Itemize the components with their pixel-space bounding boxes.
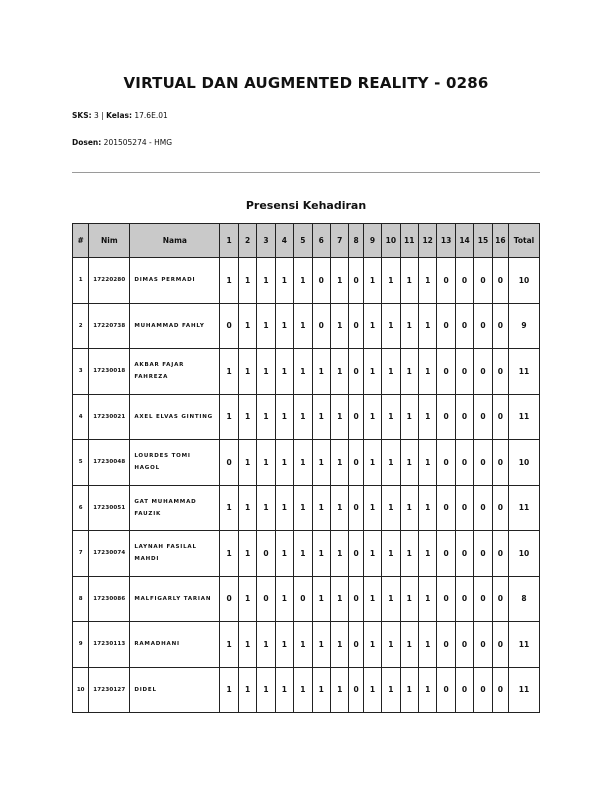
- attendance-cell: 1: [220, 622, 238, 668]
- attendance-cell: 1: [418, 485, 436, 531]
- attendance-cell: 1: [382, 440, 400, 486]
- attendance-cell: 1: [330, 622, 348, 668]
- attendance-cell: 0: [474, 576, 492, 622]
- attendance-cell: 1: [382, 576, 400, 622]
- sks-label: SKS:: [72, 111, 92, 120]
- attendance-cell: 0: [492, 531, 508, 577]
- attendance-cell: 1: [294, 258, 312, 304]
- attendance-cell: 0: [492, 667, 508, 713]
- attendance-cell: 1: [275, 485, 293, 531]
- attendance-cell: 0: [455, 258, 473, 304]
- column-header: 16: [492, 224, 508, 258]
- attendance-cell: 1: [275, 667, 293, 713]
- dosen-value: 201505274 - HMG: [103, 138, 173, 147]
- attendance-cell: 1: [418, 440, 436, 486]
- attendance-cell: 1: [238, 440, 256, 486]
- attendance-cell: 1: [363, 258, 381, 304]
- total-cell: 11: [509, 394, 540, 440]
- attendance-cell: 0: [349, 485, 363, 531]
- attendance-cell: 1: [418, 576, 436, 622]
- attendance-cell: 1: [238, 485, 256, 531]
- nama-cell: RAMADHANI: [130, 622, 220, 668]
- attendance-cell: 1: [238, 531, 256, 577]
- column-header: 6: [312, 224, 330, 258]
- column-header: Nim: [89, 224, 130, 258]
- attendance-cell: 0: [220, 440, 238, 486]
- table-row: [73, 349, 540, 395]
- attendance-cell: 1: [382, 258, 400, 304]
- attendance-cell: 1: [294, 485, 312, 531]
- attendance-cell: 1: [363, 440, 381, 486]
- attendance-cell: 0: [474, 622, 492, 668]
- attendance-cell: 1: [330, 349, 348, 395]
- attendance-cell: 1: [275, 576, 293, 622]
- attendance-cell: 0: [220, 303, 238, 349]
- nim-cell: 17230021: [89, 394, 130, 440]
- row-number-cell: 6: [73, 485, 89, 531]
- attendance-cell: 0: [492, 303, 508, 349]
- table-row: [73, 531, 540, 577]
- table-row: [73, 667, 540, 713]
- nim-cell: 17230113: [89, 622, 130, 668]
- attendance-cell: 1: [312, 531, 330, 577]
- course-meta-dosen: [72, 138, 172, 147]
- attendance-cell: 1: [294, 622, 312, 668]
- attendance-cell: 1: [400, 576, 418, 622]
- attendance-cell: 1: [238, 667, 256, 713]
- attendance-cell: 0: [455, 485, 473, 531]
- attendance-cell: 1: [312, 440, 330, 486]
- total-cell: 11: [509, 667, 540, 713]
- attendance-cell: 1: [275, 258, 293, 304]
- attendance-cell: 0: [455, 349, 473, 395]
- row-number-cell: 5: [73, 440, 89, 486]
- attendance-cell: 1: [400, 440, 418, 486]
- attendance-cell: 1: [363, 667, 381, 713]
- attendance-cell: 1: [363, 394, 381, 440]
- attendance-cell: 0: [455, 622, 473, 668]
- attendance-cell: 0: [492, 440, 508, 486]
- attendance-cell: 0: [492, 485, 508, 531]
- attendance-cell: 0: [492, 394, 508, 440]
- section-title: Presensi Kehadiran: [245, 199, 367, 212]
- table-row: [73, 394, 540, 440]
- row-number-cell: 8: [73, 576, 89, 622]
- attendance-cell: 1: [400, 394, 418, 440]
- row-number-cell: 10: [73, 667, 89, 713]
- nim-cell: 17230018: [89, 349, 130, 395]
- attendance-cell: 1: [257, 303, 275, 349]
- attendance-cell: 1: [257, 440, 275, 486]
- attendance-cell: 0: [349, 303, 363, 349]
- nim-cell: 17220738: [89, 303, 130, 349]
- attendance-cell: 0: [474, 531, 492, 577]
- nim-cell: 17230074: [89, 531, 130, 577]
- attendance-cell: 1: [275, 440, 293, 486]
- nim-cell: 17230086: [89, 576, 130, 622]
- attendance-cell: 1: [312, 394, 330, 440]
- attendance-cell: 1: [400, 667, 418, 713]
- attendance-cell: 1: [363, 622, 381, 668]
- attendance-cell: 1: [312, 485, 330, 531]
- page-title: VIRTUAL DAN AUGMENTED REALITY - 0286: [123, 74, 489, 92]
- nama-cell: DIMAS PERMADI: [130, 258, 220, 304]
- attendance-cell: 1: [400, 622, 418, 668]
- attendance-cell: 1: [330, 394, 348, 440]
- attendance-cell: 1: [257, 667, 275, 713]
- attendance-cell: 0: [437, 667, 455, 713]
- sks-value: 3: [94, 111, 99, 120]
- column-header: 1: [220, 224, 238, 258]
- table-header-row: [73, 224, 540, 258]
- attendance-cell: 1: [330, 485, 348, 531]
- attendance-cell: 0: [349, 394, 363, 440]
- attendance-cell: 0: [349, 531, 363, 577]
- attendance-cell: 1: [275, 622, 293, 668]
- nim-cell: 17230127: [89, 667, 130, 713]
- attendance-cell: 1: [238, 349, 256, 395]
- attendance-cell: 0: [257, 531, 275, 577]
- attendance-cell: 1: [294, 531, 312, 577]
- attendance-cell: 0: [349, 349, 363, 395]
- nim-cell: 17220280: [89, 258, 130, 304]
- row-number-cell: 7: [73, 531, 89, 577]
- attendance-cell: 1: [275, 349, 293, 395]
- attendance-cell: 1: [363, 531, 381, 577]
- attendance-cell: 1: [382, 667, 400, 713]
- table-row: [73, 440, 540, 486]
- attendance-cell: 1: [257, 349, 275, 395]
- attendance-cell: 1: [294, 440, 312, 486]
- total-cell: 10: [509, 531, 540, 577]
- attendance-cell: 1: [238, 258, 256, 304]
- attendance-cell: 1: [238, 303, 256, 349]
- attendance-cell: 1: [312, 349, 330, 395]
- attendance-cell: 0: [492, 258, 508, 304]
- attendance-cell: 0: [437, 349, 455, 395]
- column-header: 7: [330, 224, 348, 258]
- attendance-cell: 1: [382, 485, 400, 531]
- attendance-cell: 0: [312, 303, 330, 349]
- attendance-cell: 0: [474, 667, 492, 713]
- attendance-cell: 1: [363, 303, 381, 349]
- column-header: 3: [257, 224, 275, 258]
- kelas-label: Kelas:: [106, 111, 132, 120]
- attendance-cell: 1: [382, 531, 400, 577]
- row-number-cell: 9: [73, 622, 89, 668]
- attendance-cell: 0: [437, 394, 455, 440]
- nama-cell: MALFIGARLY TARIAN: [130, 576, 220, 622]
- row-number-cell: 4: [73, 394, 89, 440]
- attendance-cell: 1: [238, 394, 256, 440]
- nama-cell: AXEL ELVAS GINTING: [130, 394, 220, 440]
- attendance-cell: 1: [418, 303, 436, 349]
- column-header: Nama: [130, 224, 220, 258]
- attendance-cell: 1: [294, 303, 312, 349]
- column-header: 13: [437, 224, 455, 258]
- nama-cell: MUHAMMAD FAHLY: [130, 303, 220, 349]
- column-header: 11: [400, 224, 418, 258]
- attendance-cell: 1: [382, 303, 400, 349]
- attendance-cell: 0: [349, 622, 363, 668]
- attendance-cell: 1: [363, 485, 381, 531]
- attendance-cell: 0: [474, 349, 492, 395]
- attendance-cell: 0: [474, 440, 492, 486]
- kelas-value: 17.6E.01: [134, 111, 168, 120]
- attendance-cell: 1: [220, 485, 238, 531]
- table-row: [73, 485, 540, 531]
- attendance-cell: 1: [400, 485, 418, 531]
- attendance-cell: 1: [382, 622, 400, 668]
- attendance-cell: 1: [312, 576, 330, 622]
- attendance-cell: 0: [294, 576, 312, 622]
- table-row: [73, 258, 540, 304]
- table-row: [73, 622, 540, 668]
- attendance-cell: 0: [220, 576, 238, 622]
- attendance-cell: 0: [474, 258, 492, 304]
- attendance-cell: 1: [418, 667, 436, 713]
- attendance-cell: 1: [382, 349, 400, 395]
- column-header: 5: [294, 224, 312, 258]
- attendance-cell: 1: [330, 258, 348, 304]
- attendance-cell: 1: [257, 485, 275, 531]
- attendance-cell: 1: [238, 576, 256, 622]
- attendance-table: [72, 223, 540, 713]
- column-header: 8: [349, 224, 363, 258]
- attendance-cell: 1: [418, 349, 436, 395]
- divider-line: [72, 172, 540, 173]
- column-header: 10: [382, 224, 400, 258]
- nim-cell: 17230048: [89, 440, 130, 486]
- attendance-cell: 1: [257, 394, 275, 440]
- nama-cell: AKBAR FAJAR FAHREZA: [130, 349, 220, 395]
- attendance-cell: 1: [294, 667, 312, 713]
- meta-separator: |: [101, 111, 104, 120]
- attendance-cell: 0: [492, 576, 508, 622]
- attendance-cell: 1: [275, 303, 293, 349]
- total-cell: 11: [509, 349, 540, 395]
- attendance-cell: 1: [330, 576, 348, 622]
- attendance-cell: 1: [275, 394, 293, 440]
- attendance-cell: 1: [257, 258, 275, 304]
- attendance-cell: 0: [474, 394, 492, 440]
- attendance-cell: 1: [220, 531, 238, 577]
- course-meta-sks-kelas: [72, 111, 168, 120]
- nim-cell: 17230051: [89, 485, 130, 531]
- attendance-cell: 1: [220, 349, 238, 395]
- attendance-cell: 1: [363, 576, 381, 622]
- column-header: #: [73, 224, 89, 258]
- column-header: 15: [474, 224, 492, 258]
- column-header: 12: [418, 224, 436, 258]
- total-cell: 8: [509, 576, 540, 622]
- attendance-cell: 0: [474, 485, 492, 531]
- attendance-cell: 0: [349, 258, 363, 304]
- attendance-cell: 1: [275, 531, 293, 577]
- attendance-cell: 1: [382, 394, 400, 440]
- attendance-cell: 0: [437, 531, 455, 577]
- attendance-cell: 0: [257, 576, 275, 622]
- attendance-cell: 0: [437, 576, 455, 622]
- attendance-cell: 1: [220, 394, 238, 440]
- attendance-cell: 1: [220, 258, 238, 304]
- attendance-cell: 0: [492, 622, 508, 668]
- attendance-cell: 1: [294, 394, 312, 440]
- total-cell: 10: [509, 440, 540, 486]
- attendance-cell: 0: [437, 258, 455, 304]
- attendance-cell: 0: [349, 667, 363, 713]
- attendance-cell: 0: [349, 576, 363, 622]
- column-header: 9: [363, 224, 381, 258]
- nama-cell: DIDEL: [130, 667, 220, 713]
- attendance-cell: 0: [437, 303, 455, 349]
- attendance-cell: 0: [437, 440, 455, 486]
- attendance-cell: 0: [455, 303, 473, 349]
- attendance-cell: 1: [418, 394, 436, 440]
- attendance-cell: 0: [455, 440, 473, 486]
- attendance-cell: 1: [330, 303, 348, 349]
- attendance-cell: 0: [455, 667, 473, 713]
- attendance-cell: 1: [257, 622, 275, 668]
- column-header: 14: [455, 224, 473, 258]
- total-cell: 9: [509, 303, 540, 349]
- column-header: 2: [238, 224, 256, 258]
- row-number-cell: 1: [73, 258, 89, 304]
- attendance-cell: 0: [474, 303, 492, 349]
- attendance-cell: 1: [294, 349, 312, 395]
- attendance-cell: 1: [330, 440, 348, 486]
- attendance-cell: 1: [400, 258, 418, 304]
- nama-cell: GAT MUHAMMAD FAUZIK: [130, 485, 220, 531]
- nama-cell: LOURDES TOMI HAGOL: [130, 440, 220, 486]
- attendance-cell: 1: [418, 531, 436, 577]
- attendance-cell: 1: [312, 622, 330, 668]
- total-cell: 11: [509, 622, 540, 668]
- attendance-cell: 1: [400, 531, 418, 577]
- attendance-cell: 0: [312, 258, 330, 304]
- attendance-cell: 1: [418, 258, 436, 304]
- attendance-cell: 1: [418, 622, 436, 668]
- column-header: Total: [509, 224, 540, 258]
- table-row: [73, 576, 540, 622]
- attendance-cell: 0: [455, 576, 473, 622]
- attendance-cell: 1: [330, 667, 348, 713]
- attendance-cell: 1: [330, 531, 348, 577]
- attendance-cell: 0: [455, 394, 473, 440]
- table-row: [73, 303, 540, 349]
- column-header: 4: [275, 224, 293, 258]
- row-number-cell: 3: [73, 349, 89, 395]
- attendance-cell: 0: [349, 440, 363, 486]
- row-number-cell: 2: [73, 303, 89, 349]
- attendance-cell: 1: [220, 667, 238, 713]
- dosen-label: Dosen:: [72, 138, 102, 147]
- total-cell: 11: [509, 485, 540, 531]
- attendance-cell: 0: [437, 622, 455, 668]
- attendance-cell: 1: [238, 622, 256, 668]
- attendance-cell: 0: [455, 531, 473, 577]
- nama-cell: LAYNAH FASILAL MAHDI: [130, 531, 220, 577]
- attendance-cell: 1: [400, 303, 418, 349]
- attendance-cell: 0: [437, 485, 455, 531]
- attendance-cell: 1: [400, 349, 418, 395]
- attendance-cell: 0: [492, 349, 508, 395]
- attendance-cell: 1: [363, 349, 381, 395]
- attendance-cell: 1: [312, 667, 330, 713]
- total-cell: 10: [509, 258, 540, 304]
